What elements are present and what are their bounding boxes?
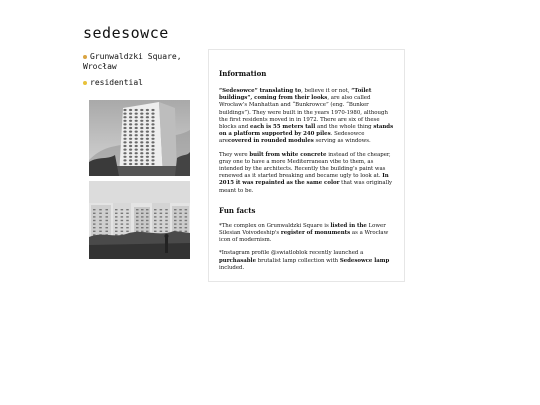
text-run: and the whole thing bbox=[315, 124, 374, 131]
text-run: included. bbox=[219, 264, 245, 271]
text-run: In 2015 it was repainted as the same color bbox=[219, 173, 389, 187]
tower-blocks-skyline-photo[interactable] bbox=[89, 181, 190, 259]
text-run: register of monuments bbox=[280, 230, 351, 237]
text-run: each is 55 meters tall bbox=[250, 124, 316, 131]
text-run: built from white concrete bbox=[249, 151, 327, 158]
text-run: purchasable bbox=[219, 257, 256, 264]
category-label bbox=[83, 78, 143, 88]
location-label bbox=[83, 52, 203, 72]
information-paragraph-2 bbox=[219, 152, 394, 195]
text-run: “Sedesowce” translating to bbox=[219, 88, 302, 94]
text-run: brutalist lamp collection with bbox=[256, 257, 340, 264]
fun-fact-1 bbox=[219, 223, 394, 245]
text-run: *The complex on Grunwaldzki Square is bbox=[219, 222, 331, 229]
text-run: that was originally meant to be. bbox=[219, 180, 393, 194]
photo-tower-closeup-icon bbox=[89, 100, 190, 176]
text-run: Sedesowce lamp bbox=[339, 257, 390, 264]
text-run: *Instagram profile @swiatloblok recently launched a bbox=[219, 250, 364, 257]
tower-block-photo[interactable] bbox=[89, 100, 190, 176]
text-run: They were bbox=[219, 151, 250, 158]
category-text: residential bbox=[90, 78, 143, 87]
text-run: instead of the cheaper, gray one to have a more Mediterranean vibe to them, as intended by the architects. Recently the building’s paint was renewed as it started breaking and became ugly to look at. bbox=[219, 151, 391, 180]
info-card bbox=[208, 49, 405, 282]
information-paragraph-1 bbox=[219, 88, 394, 146]
text-run: , believe it or not, bbox=[301, 88, 352, 94]
text-run: serving as windows. bbox=[313, 138, 371, 145]
page-title: sedesowce bbox=[83, 24, 169, 42]
text-run: stands on a platform supported by 240 piles bbox=[219, 124, 394, 138]
text-run: listed in the bbox=[330, 222, 367, 229]
text-run: “Toilet buildings”, coming from their looks bbox=[219, 88, 372, 102]
location-text: Grunwaldzki Square, Wrocław bbox=[83, 52, 182, 71]
text-run: . Sedesowce are bbox=[219, 131, 365, 145]
category-dot-icon bbox=[83, 81, 87, 85]
fun-facts-heading: Fun facts bbox=[219, 205, 256, 215]
location-dot-icon bbox=[83, 55, 87, 59]
text-run: , are also called Wrocław’s Manhattan and “Bunkrowce” (eng. “Bunker buildings”). They were built in the years 1970-1980, although the first residents moved in in 1972. There are six of these blocks and bbox=[219, 95, 388, 131]
text-run: as a Wrocław icon of modernism. bbox=[219, 230, 389, 244]
text-run: covered in rounded modules bbox=[227, 138, 314, 145]
information-heading: Information bbox=[219, 69, 267, 78]
fun-fact-2 bbox=[219, 250, 394, 272]
text-run: Lower Silesian Voivodeship's bbox=[219, 222, 386, 237]
photo-tower-skyline-icon bbox=[89, 181, 190, 259]
